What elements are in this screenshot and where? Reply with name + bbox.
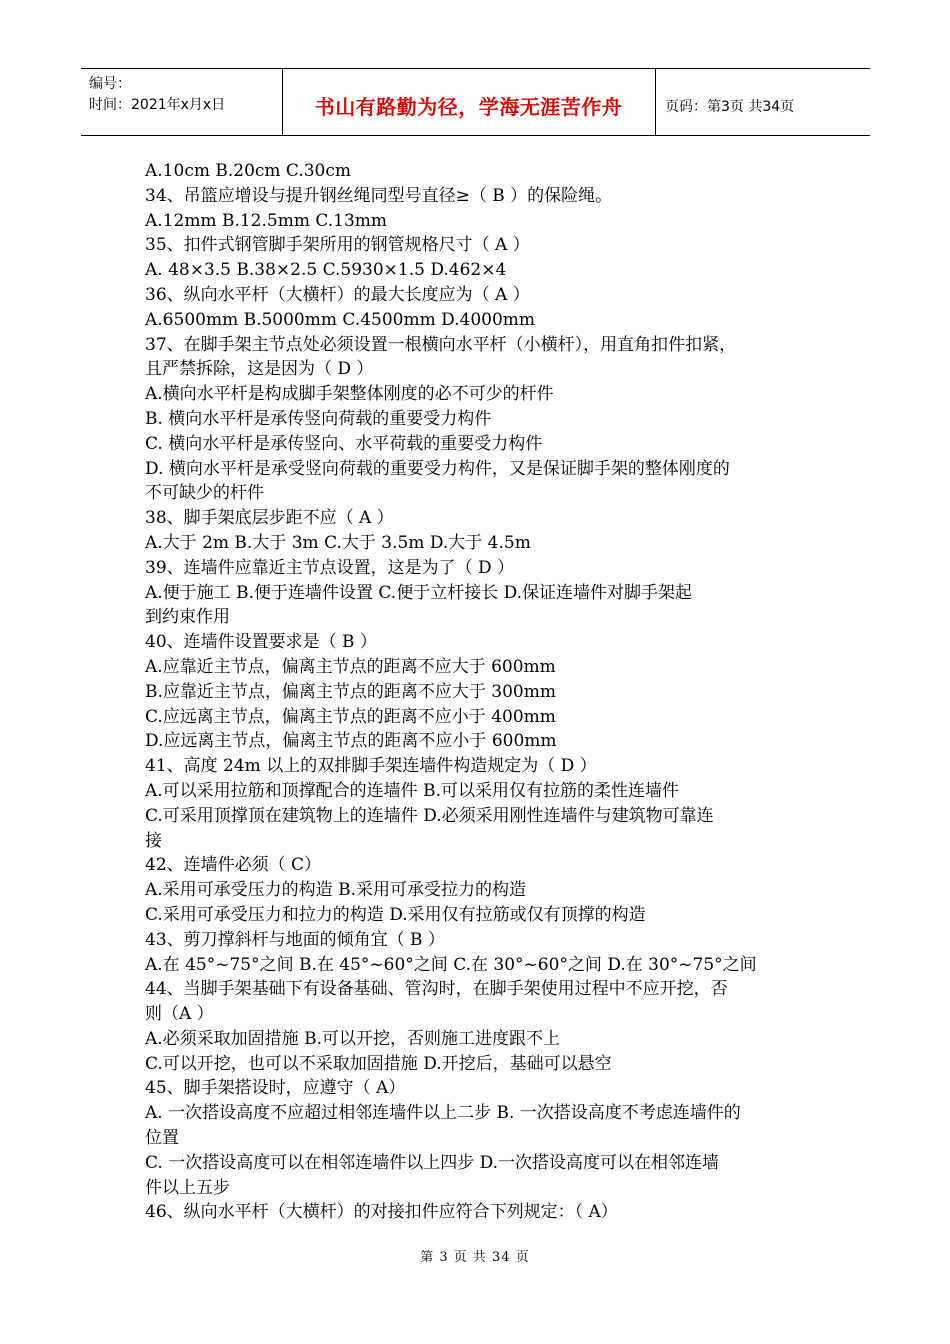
page-footer: 第 3 页 共 34 页 bbox=[420, 1250, 530, 1265]
text-line: C. 横向水平杆是承传竖向、水平荷载的重要受力构件 bbox=[145, 433, 543, 454]
text-line: 44、当脚手架基础下有设备基础、管沟时，在脚手架使用过程中不应开挖，否 bbox=[145, 979, 728, 1000]
text-line: A.横向水平杆是构成脚手架整体刚度的必不可少的杆件 bbox=[145, 384, 554, 405]
text-line: C.应远离主节点，偏离主节点的距离不应小于 400mm bbox=[145, 706, 556, 727]
text-line: C.采用可承受压力和拉力的构造 D.采用仅有拉筋或仅有顶撑的构造 bbox=[145, 904, 646, 925]
text-line: 40、连墙件设置要求是（ B ） bbox=[145, 632, 377, 653]
text-line: D. 横向水平杆是承受竖向荷载的重要受力构件，又是保证脚手架的整体刚度的 bbox=[145, 458, 730, 479]
text-line: 接 bbox=[145, 830, 162, 851]
text-line: 不可缺少的杆件 bbox=[145, 483, 264, 504]
text-line: A.6500mm B.5000mm C.4500mm D.4000mm bbox=[145, 309, 536, 330]
text-line: 37、在脚手架主节点处必须设置一根横向水平杆（小横杆），用直角扣件扣紧， bbox=[145, 334, 737, 355]
text-line: 38、脚手架底层步距不应（ A ） bbox=[145, 508, 394, 529]
text-line: C.可采用顶撑顶在建筑物上的连墙件 D.必须采用刚性连墙件与建筑物可靠连 bbox=[145, 805, 714, 826]
text-line: 件以上五步 bbox=[145, 1177, 230, 1198]
header-motto-cell bbox=[282, 69, 656, 135]
text-line: 35、扣件式钢管脚手架所用的钢管规格尺寸（ A ） bbox=[145, 235, 530, 256]
document-number-label: 编号： bbox=[89, 76, 131, 92]
text-line: 则（A ） bbox=[145, 1004, 214, 1025]
text-line: A.10cm B.20cm C.30cm bbox=[145, 161, 352, 181]
text-line: A.必须采取加固措施 B.可以开挖，否则施工进度跟不上 bbox=[145, 1028, 560, 1049]
page-header bbox=[81, 68, 870, 136]
text-line: 43、剪刀撑斜杆与地面的倾角宜（ B ） bbox=[145, 929, 445, 950]
text-line: 到约束作用 bbox=[145, 607, 230, 628]
header-motto: 书山有路勤为径，学海无涯苦作舟 bbox=[314, 95, 623, 119]
text-line: A.便于施工 B.便于连墙件设置 C.便于立杆接长 D.保证连墙件对脚手架起 bbox=[145, 582, 693, 603]
text-line: C.可以开挖，也可以不采取加固措施 D.开挖后，基础可以悬空 bbox=[145, 1053, 612, 1074]
text-line: A. 48×3.5 B.38×2.5 C.5930×1.5 D.462×4 bbox=[145, 260, 507, 281]
text-line: 45、脚手架搭设时，应遵守（ A） bbox=[145, 1078, 406, 1099]
text-line: B.应靠近主节点，偏离主节点的距离不应大于 300mm bbox=[145, 681, 556, 702]
text-line: 39、连墙件应靠近主节点设置，这是为了（ D ） bbox=[145, 557, 515, 578]
text-line: A.在 45°~75°之间 B.在 45°~60°之间 C.在 30°~60°之间 D.在 30°~75°之间 bbox=[145, 954, 757, 975]
text-line: A.应靠近主节点，偏离主节点的距离不应大于 600mm bbox=[145, 656, 556, 677]
header-page-code: 页码：第3页 共34页 bbox=[665, 99, 795, 115]
text-line: A.可以采用拉筋和顶撑配合的连墙件 B.可以采用仅有拉筋的柔性连墙件 bbox=[145, 780, 679, 801]
text-line: A. 一次搭设高度不应超过相邻连墙件以上二步 B. 一次搭设高度不考虑连墙件的 bbox=[145, 1103, 741, 1124]
header-meta-cell bbox=[81, 69, 283, 135]
text-line: 42、连墙件必须（ C） bbox=[145, 855, 322, 876]
document-time-label: 时间：2021年x月x日 bbox=[89, 97, 226, 113]
header-page-cell bbox=[655, 69, 870, 135]
text-line: A.12mm B.12.5mm C.13mm bbox=[145, 210, 388, 231]
text-line: 46、纵向水平杆（大横杆）的对接扣件应符合下列规定：（ A） bbox=[145, 1202, 618, 1223]
text-line: D.应远离主节点，偏离主节点的距离不应小于 600mm bbox=[145, 731, 557, 752]
text-line: 且严禁拆除，这是因为（ D ） bbox=[145, 359, 374, 380]
text-line: 41、高度 24m 以上的双排脚手架连墙件构造规定为（ D ） bbox=[145, 756, 597, 777]
text-line: 34、吊篮应增设与提升钢丝绳同型号直径≥（ B ）的保险绳。 bbox=[145, 185, 613, 206]
text-line: 位置 bbox=[145, 1128, 179, 1149]
text-line: B. 横向水平杆是承传竖向荷载的重要受力构件 bbox=[145, 408, 492, 429]
question-list bbox=[145, 159, 825, 1225]
text-line: C. 一次搭设高度可以在相邻连墙件以上四步 D.一次搭设高度可以在相邻连墙 bbox=[145, 1152, 720, 1173]
text-line: 36、纵向水平杆（大横杆）的最大长度应为（ A ） bbox=[145, 284, 530, 305]
text-line: A.大于 2m B.大于 3m C.大于 3.5m D.大于 4.5m bbox=[145, 532, 531, 553]
text-line: A.采用可承受压力的构造 B.采用可承受拉力的构造 bbox=[145, 880, 526, 901]
